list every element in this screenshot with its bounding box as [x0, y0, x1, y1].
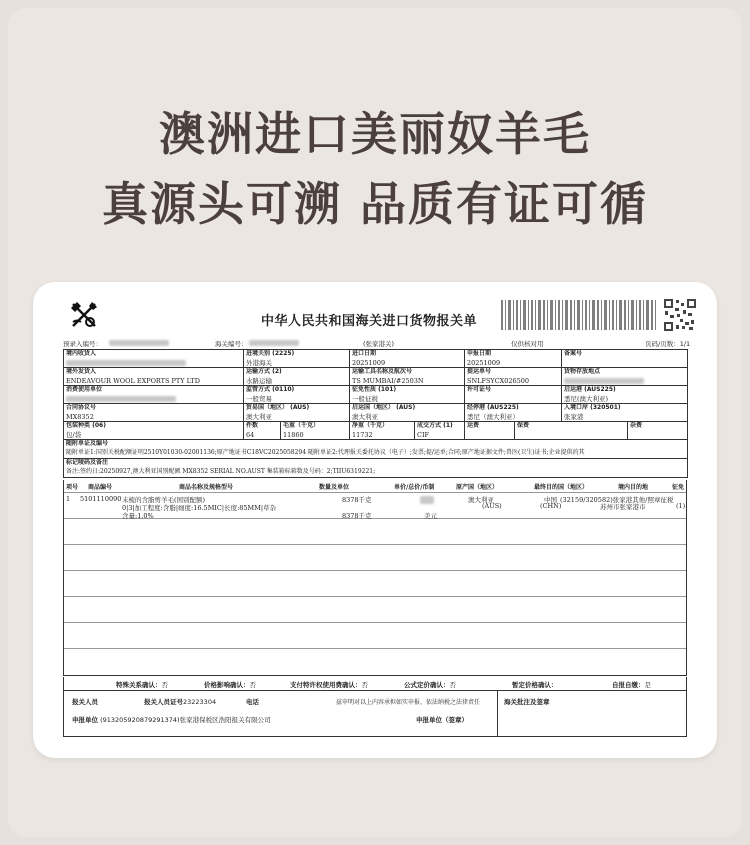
- goods-header-domestic: 境内目的地: [618, 484, 649, 491]
- transport-mode-cell: 运输方式 (2) 水路运输: [244, 368, 350, 386]
- barcode-icon: [501, 300, 658, 330]
- goods-spec-1: 0|3|加工程度:含脂|细度:16.5MIC|长度:85MM|草杂: [122, 504, 277, 512]
- formula-value: 否: [449, 681, 456, 689]
- goods-header-no: 项号: [66, 484, 79, 491]
- weights-table: [63, 421, 688, 478]
- declaration-statement: 兹申明对以上内容承担如实申报、依法纳税之法律责任: [336, 699, 481, 706]
- goods-spec-2: 含量:1.0%: [122, 512, 154, 520]
- form-title: 中华人民共和国海关进口货物报关单: [261, 314, 478, 329]
- royalty-value: 否: [361, 681, 368, 689]
- goods-empty-row: [64, 622, 686, 648]
- phone-label: 电话: [246, 698, 259, 706]
- goods-currency: 美元: [424, 512, 437, 520]
- gross-weight-cell: 毛重（千克） 11860: [281, 422, 350, 440]
- deal-cell: 成交方式 (1) CIF: [415, 422, 465, 440]
- pieces-cell: 件数 64: [244, 422, 281, 440]
- goods-domestic: (32159/320582)张家港其他/照章征税: [560, 496, 674, 504]
- goods-empty-row: [64, 648, 686, 674]
- page-number: 页码/页数：1/1: [645, 340, 691, 348]
- price-value: 否: [249, 681, 256, 689]
- confirmation-row: [63, 677, 687, 691]
- declaration-card: [33, 282, 717, 758]
- consumer-cell: 消费使用单位: [64, 386, 244, 404]
- header-info-row: [63, 337, 691, 349]
- goods-origin-code: (AUS): [482, 502, 502, 510]
- storage-cell: 货物存放地点: [562, 368, 688, 386]
- entry-customs-cell: 进境关别 (2225) 外港海关: [244, 350, 350, 368]
- package-cell: 包装种类 (06) 包/袋: [64, 422, 244, 440]
- origin-country-cell: 启运国（地区） (AUS) 澳大利亚: [350, 404, 465, 422]
- goods-empty-row: [64, 518, 686, 544]
- goods-header-levy: 征免: [672, 484, 685, 491]
- consignee-cell: 境内收货人: [64, 350, 244, 368]
- goods-dest: 中国: [544, 496, 557, 504]
- shipper-cell: 境外发货人 ENDEAVOUR WOOL EXPORTS PTY LTD: [64, 368, 244, 386]
- goods-header-origin: 原产国（地区）: [456, 484, 499, 491]
- goods-header-code: 商品编号: [88, 484, 113, 491]
- declarer-label: 报关人员: [72, 698, 98, 706]
- goods-header-name: 商品名称及规格型号: [179, 484, 234, 491]
- goods-row: [64, 492, 686, 518]
- departure-port-cell: 启运港 (AUS225) 悉尼(澳大利亚): [562, 386, 688, 404]
- customs-no-label: 海关编号：: [215, 340, 248, 348]
- goods-header: [64, 480, 686, 492]
- import-date-cell: 进口日期 20251009: [350, 350, 465, 368]
- goods-origin: 澳大利亚: [468, 496, 494, 504]
- net-weight-cell: 净重（千克） 11732: [350, 422, 415, 440]
- declarer-block: [64, 691, 498, 737]
- pre-entry-label: 预录入编号：: [63, 340, 102, 348]
- goods-qty-2: 8378千克: [342, 512, 372, 520]
- verify-note: 仅供核对用: [511, 340, 544, 348]
- customs-emblem-icon: [67, 298, 101, 332]
- self-value: 是: [644, 681, 651, 689]
- headline-line-2: 真源头可溯 品质有证可循: [101, 177, 648, 231]
- freight-cell: 运费: [465, 422, 515, 440]
- bl-cell: 提运单号 SNLFSYCX026500: [465, 368, 562, 386]
- declaration-table: [63, 349, 688, 422]
- applicant: (913205920879291374)张家港保税区浩阳报关有限公司: [100, 716, 271, 724]
- goods-header-qty: 数量及单位: [319, 484, 350, 491]
- provisional-label: 暂定价格确认：: [512, 681, 558, 689]
- goods-code: 5101110090: [80, 495, 122, 503]
- self-label: 自报自缴：: [612, 681, 645, 689]
- via-port-cell: 经停港 (AUS225) 悉尼（澳大利亚）: [465, 404, 562, 422]
- special-label: 特殊关系确认：: [116, 681, 162, 689]
- record-no-cell: 备案号: [562, 350, 688, 368]
- entry-port-cell: 入境口岸 (320501) 张家港: [562, 404, 688, 422]
- special-value: 否: [161, 681, 168, 689]
- goods-price: [420, 496, 434, 504]
- declare-date-cell: 申报日期 20251009: [465, 350, 562, 368]
- goods-empty-row: [64, 570, 686, 596]
- goods-empty-row: [64, 544, 686, 570]
- price-label: 价格影响确认：: [204, 681, 250, 689]
- goods-qty-1: 8378千克: [342, 496, 372, 504]
- insurance-cell: 保费: [515, 422, 628, 440]
- goods-section: [63, 480, 687, 676]
- customs-note-label: 海关批注及签章: [504, 698, 550, 706]
- goods-empty-row: [64, 596, 686, 622]
- goods-header-price: 单价/总价/币制: [394, 484, 435, 491]
- declarer-cert-label: 报关人员证号: [144, 698, 183, 706]
- vessel-cell: 运输工具名称及航次号 TS MUMBAI/#2503N: [350, 368, 465, 386]
- goods-name: 未梳的含脂剪羊毛(国别配额): [122, 496, 206, 504]
- goods-dest-code: (CHN): [540, 502, 562, 510]
- applicant-label: 申报单位: [72, 716, 98, 724]
- goods-levy-no: (1): [676, 502, 686, 510]
- trade-country-cell: 贸易国（地区） (AUS) 澳大利亚: [244, 404, 350, 422]
- remarks-cell: 标记唛码及备注 备注:签约日:20250927,澳大利亚国别配额 MX8352 SERIAL NO.AUST 集装箱标箱数及号码：2;TIIU6319221;: [64, 459, 688, 478]
- pre-entry-number: [109, 339, 169, 347]
- qr-code-icon: [663, 298, 697, 332]
- signature-section: [63, 691, 687, 737]
- formula-label: 公式定价确认：: [404, 681, 450, 689]
- levy-cell: 征免性质 (101) 一般征税: [350, 386, 465, 404]
- misc-cell: 杂费: [628, 422, 688, 440]
- customs-number: [249, 339, 299, 347]
- docs-cell: 随附单证及编号 随附单证1:国别关税配额证明2510Y01030-02001136;原产地证书C18VC2025058294 随附单证2:代理报关委托协议（电子）;发票;提/运单;合同;原产地证据文件;兽医(卫生)证书;企业提供的其: [64, 440, 688, 459]
- goods-no: 1: [66, 495, 71, 503]
- headline-line-1: 澳洲进口美丽奴羊毛: [159, 107, 591, 161]
- license-cell: 许可证号: [465, 386, 562, 404]
- supervision-cell: 监管方式 (0110) 一般贸易: [244, 386, 350, 404]
- declarer-cert: 23223304: [183, 698, 217, 706]
- contract-cell: 合同协议号 MX8352: [64, 404, 244, 422]
- goods-header-dest: 最终目的国（地区）: [534, 484, 589, 491]
- royalty-label: 支付特许权使用费确认：: [290, 681, 362, 689]
- applicant-seal-label: 申报单位（签章）: [416, 716, 468, 724]
- goods-domestic-2: 苏州市张家港市: [600, 503, 646, 511]
- port-name: (张家港关): [363, 340, 395, 348]
